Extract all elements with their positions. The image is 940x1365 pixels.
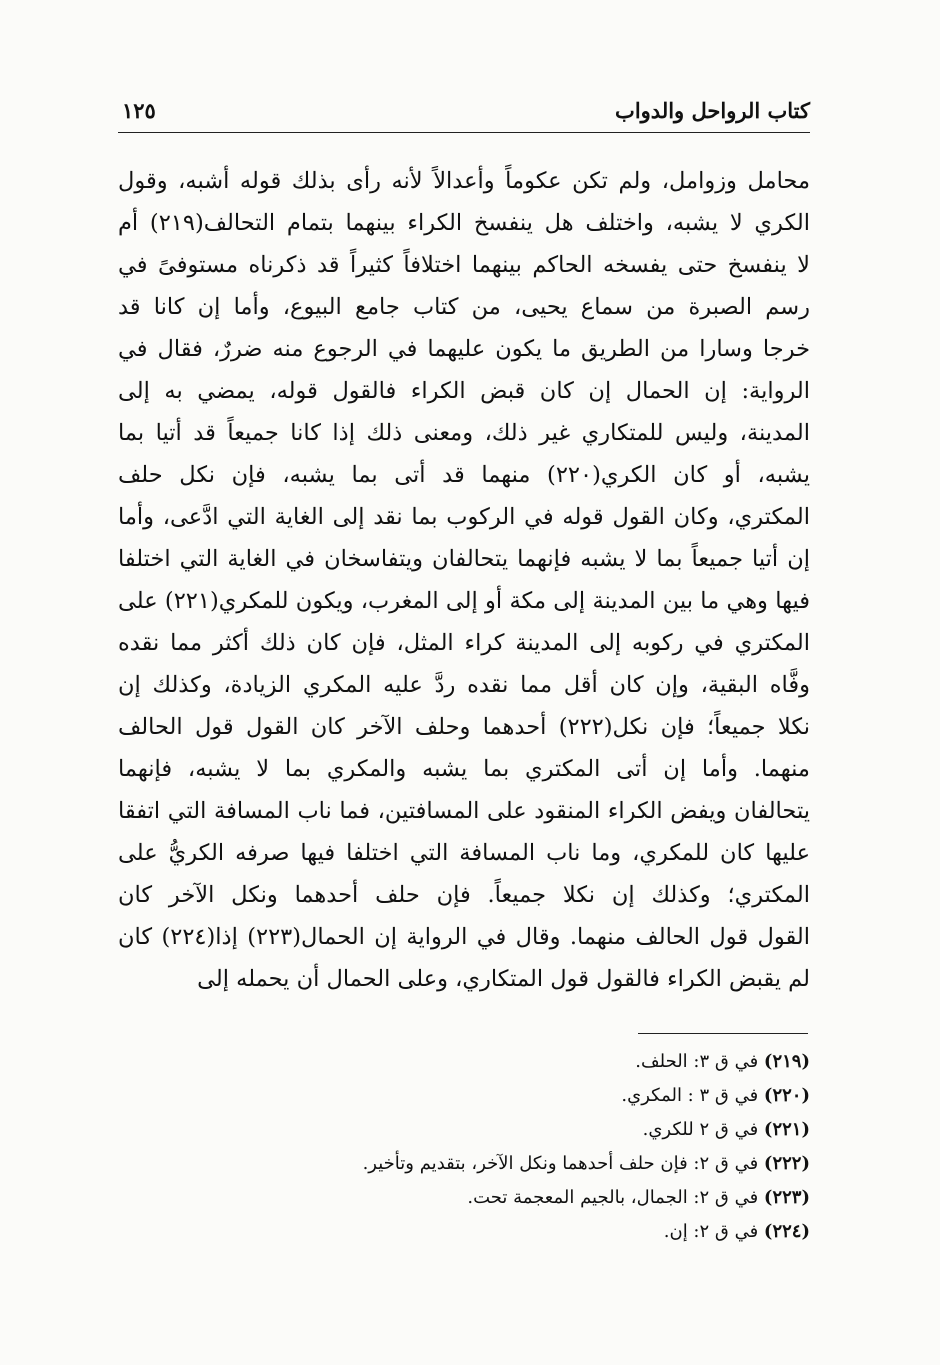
footnote-separator: [638, 1033, 808, 1034]
footnote-text: في ق ٢ للكري.: [642, 1119, 759, 1140]
body-line: القول قول الحالف منهما. وقال في الرواية إن الحمال(٢٢٣) إذا(٢٢٤) كان: [118, 924, 810, 950]
body-line: يتحالفان ويفض الكراء المنقود على المسافتين، فما ناب المسافة التي اتفقا: [118, 798, 810, 824]
body-line: نكلا جميعاً؛ فإن نكل(٢٢٢) أحدهما وحلف الآخر كان القول قول الحالف: [118, 714, 810, 740]
footnote: [250, 1045, 810, 1079]
body-line: الرواية: إن الحمال إن كان قبض الكراء فالقول قوله، يمضي به إلى: [118, 378, 810, 404]
footnote: [250, 1147, 810, 1181]
footnote: [250, 1181, 810, 1215]
footnote-number: (٢٢٣): [763, 1187, 810, 1208]
footnote-text: في ق ٣: الحلف.: [635, 1051, 759, 1072]
running-title: كتاب الرواحل والدواب: [615, 98, 810, 123]
body-line: رسم الصبرة من سماع يحيى، من كتاب جامع البيوع، وأما إن كانا قد: [118, 294, 810, 320]
body-line: المكتري في ركوبه إلى المدينة كراء المثل، فإن كان ذلك أكثر مما نقده: [118, 630, 810, 656]
body-line: عليها كان للمكري، وما ناب المسافة التي اختلفا فيها صرفه الكريُّ على: [118, 840, 810, 866]
footnote-number: (٢٢٠): [763, 1085, 810, 1106]
body-line: محامل وزوامل، ولم تكن عكوماً وأعدالاً لأنه رأى بذلك قوله أشبه، وقول: [118, 168, 810, 194]
footnote: [250, 1079, 810, 1113]
body-text: [118, 160, 810, 1000]
body-line: خرجا وسارا من الطريق ما يكون عليهما في الرجوع منه ضررٌ، فقال في: [118, 336, 810, 362]
footnote-text: في ق ٣ : المكري.: [621, 1085, 759, 1106]
body-line: الكري لا يشبه، واختلف هل ينفسخ الكراء بينهما بتمام التحالف(٢١٩) أم: [118, 210, 810, 236]
page-number: ١٢٥: [122, 98, 156, 123]
footnote-text: في ق ٢: إن.: [663, 1221, 759, 1242]
page-header: [118, 96, 810, 133]
footnote-number: (٢٢٤): [763, 1221, 810, 1242]
body-line: لا ينفسخ حتى يفسخه الحاكم بينهما اختلافاً كثيراً قد ذكرناه مستوفىً في: [118, 252, 810, 278]
body-line: المكتري، وكان القول قوله في الركوب بما نقد إلى الغاية التي ادَّعى، وأما: [118, 504, 810, 530]
footnote-number: (٢١٩): [763, 1051, 810, 1072]
footnote-number: (٢٢٢): [763, 1153, 810, 1174]
footnotes: [250, 1045, 810, 1249]
body-line: منهما. وأما إن أتى المكتري بما يشبه والمكري بما لا يشبه، فإنهما: [118, 756, 810, 782]
body-line: وفَّاه البقية، وإن كان أقل مما نقده ردَّ عليه المكري الزيادة، وكذلك إن: [118, 672, 810, 698]
body-line: لم يقبض الكراء فالقول قول المتكاري، وعلى الحمال أن يحمله إلى: [197, 966, 810, 992]
footnote-number: (٢٢١): [763, 1119, 810, 1140]
footnote-text: في ق ٢: الجمال، بالجيم المعجمة تحت.: [467, 1187, 759, 1208]
body-line: المدينة، وليس للمتكاري غير ذلك، ومعنى ذلك إذا كانا جميعاً قد أتيا بما: [118, 420, 810, 446]
body-line: إن أتيا جميعاً بما لا يشبه فإنهما يتحالفان ويتفاسخان في الغاية التي اختلفا: [118, 546, 810, 572]
body-line: فيها وهي ما بين المدينة إلى مكة أو إلى المغرب، ويكون للمكري(٢٢١) على: [118, 588, 810, 614]
footnote-text: في ق ٢: فإن حلف أحدهما ونكل الآخر، بتقديم وتأخير.: [362, 1153, 759, 1174]
footnote: [250, 1113, 810, 1147]
body-line: المكتري؛ وكذلك إن نكلا جميعاً. فإن حلف أحدهما ونكل الآخر كان: [118, 882, 810, 908]
footnote: [250, 1215, 810, 1249]
body-line: يشبه، أو كان الكري(٢٢٠) منهما قد أتى بما يشبه، فإن نكل حلف: [118, 462, 810, 488]
